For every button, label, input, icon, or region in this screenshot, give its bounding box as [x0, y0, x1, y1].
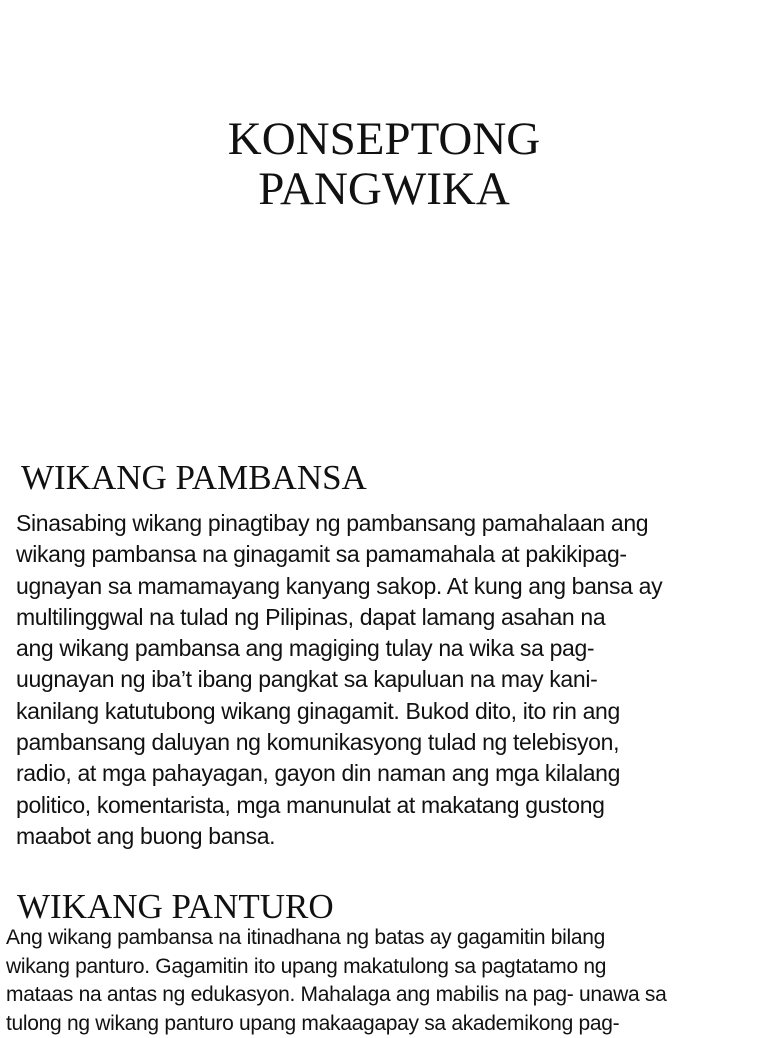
paragraph-line: multilinggwal na tulad ng Pilipinas, dapat lamang asahan na — [16, 602, 662, 633]
paragraph-line: uugnayan ng iba’t ibang pangkat sa kapuluan na may kani- — [16, 664, 662, 695]
paragraph-line: Sinasabing wikang pinagtibay ng pambansang pamahalaan ang — [16, 508, 662, 539]
paragraph-line: politico, komentarista, mga manunulat at makatang gustong — [16, 790, 662, 821]
paragraph-line: wikang pambansa na ginagamit sa pamamahala at pakikipag- — [16, 539, 662, 570]
paragraph-line: Ang wikang pambansa na itinadhana ng batas ay gagamitin bilang — [6, 924, 667, 953]
paragraph-line: kanilang katutubong wikang ginagamit. Bukod dito, ito rin ang — [16, 696, 662, 727]
section-heading-wikang-panturo: WIKANG PANTURO — [17, 887, 334, 927]
section-paragraph-wikang-panturo — [6, 924, 667, 1038]
paragraph-line: wikang panturo. Gagamitin ito upang makatulong sa pagtatamo ng — [6, 953, 667, 982]
section-heading-wikang-pambansa: WIKANG PAMBANSA — [21, 458, 367, 498]
paragraph-line: mataas na antas ng edukasyon. Mahalaga ang mabilis na pag- unawa sa — [6, 981, 667, 1010]
section-paragraph-wikang-pambansa — [16, 508, 662, 852]
title-line: PANGWIKA — [0, 164, 768, 214]
title-line: KONSEPTONG — [0, 114, 768, 164]
paragraph-line: ugnayan sa mamamayang kanyang sakop. At kung ang bansa ay — [16, 571, 662, 602]
page-title — [0, 114, 768, 214]
paragraph-line: pambansang daluyan ng komunikasyong tulad ng telebisyon, — [16, 727, 662, 758]
paragraph-line: radio, at mga pahayagan, gayon din naman ang mga kilalang — [16, 758, 662, 789]
paragraph-line: ang wikang pambansa ang magiging tulay na wika sa pag- — [16, 633, 662, 664]
paragraph-line: tulong ng wikang panturo upang makaagapay sa akademikong pag- — [6, 1010, 667, 1038]
paragraph-line: maabot ang buong bansa. — [16, 821, 662, 852]
